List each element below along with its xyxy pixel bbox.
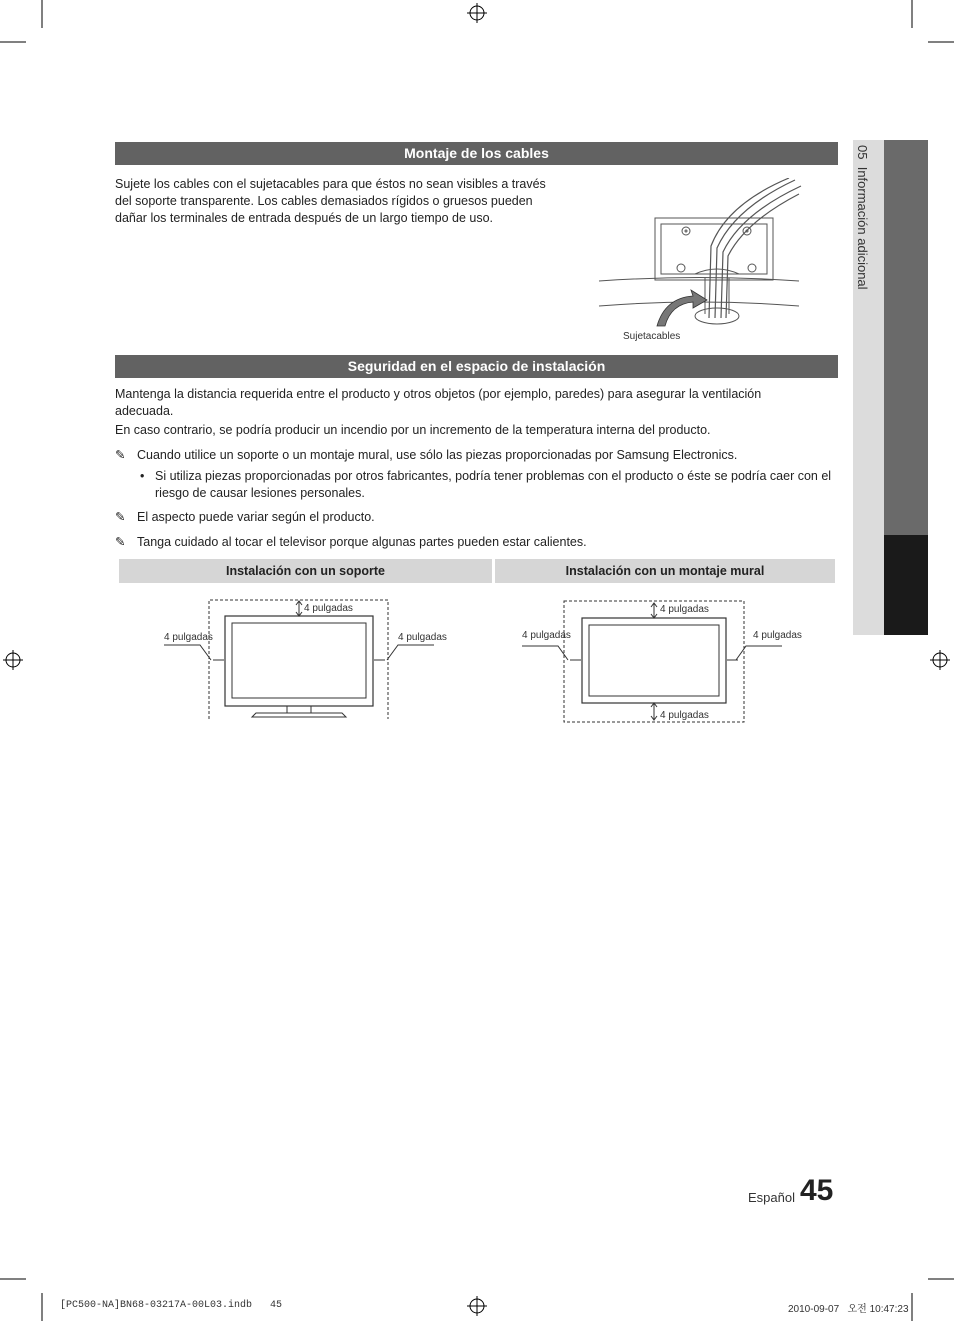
chapter-title: Información adicional xyxy=(855,166,870,290)
page-number: 45 xyxy=(800,1174,834,1207)
table-header-wall-mount: Instalación con un montaje mural xyxy=(495,559,835,583)
safety-paragraph-2: En caso contrario, se podría producir un incendio por un incremento de la temperatura interna del producto. xyxy=(115,423,711,437)
pencil-icon: ✎ xyxy=(115,448,126,462)
note-3 xyxy=(115,534,835,551)
cable-holder-illustration xyxy=(595,178,805,338)
section-header-cables: Montaje de los cables xyxy=(115,142,838,165)
wall-mount-clearance-diagram xyxy=(520,596,820,726)
bullet-icon: • xyxy=(140,469,145,483)
bullet-1 xyxy=(138,468,838,502)
table-header-stand: Instalación con un soporte xyxy=(119,559,492,583)
cables-line-3: dañar los terminales de entrada después de un largo tiempo de uso. xyxy=(115,211,494,225)
stand-left-label: 4 pulgadas xyxy=(164,632,213,643)
side-tab-active xyxy=(884,535,928,635)
note-1 xyxy=(115,447,835,464)
stand-top-label: 4 pulgadas xyxy=(304,603,353,614)
footer-timestamp: 2010-09-07 오전 10:47:23 xyxy=(788,1304,909,1315)
safety-paragraph-1: Mantenga la distancia requerida entre el producto y otros objetos (por ejemplo, paredes) para asegurar la ventilación adecuada. xyxy=(115,387,762,418)
wall-bottom-label: 4 pulgadas xyxy=(660,710,709,721)
side-tab-label xyxy=(855,145,870,290)
wall-top-label: 4 pulgadas xyxy=(660,604,709,615)
pencil-icon: ✎ xyxy=(115,510,126,524)
footer-file-info: [PC500-NA]BN68-03217A-00L03.indb 45 xyxy=(60,1300,283,1311)
note-2 xyxy=(115,509,835,526)
cable-holder-label: Sujetacables xyxy=(623,331,681,342)
cables-paragraph xyxy=(115,176,575,227)
wall-right-label: 4 pulgadas xyxy=(753,630,802,641)
cables-line-1: Sujete los cables con el sujetacables para que éstos no sean visibles a través xyxy=(115,177,546,191)
pencil-icon: ✎ xyxy=(115,535,126,549)
chapter-number: 05 xyxy=(855,145,870,160)
section-header-safety: Seguridad en el espacio de instalación xyxy=(115,355,838,378)
note-2-text: El aspecto puede variar según el producto. xyxy=(137,510,375,524)
footer-language: Español xyxy=(748,1190,795,1205)
stand-right-label: 4 pulgadas xyxy=(398,632,447,643)
note-3-text: Tanga cuidado al tocar el televisor porque algunas partes pueden estar calientes. xyxy=(137,535,587,549)
wall-left-label: 4 pulgadas xyxy=(522,630,571,641)
note-1-text: Cuando utilice un soporte o un montaje mural, use sólo las piezas proporcionadas por Samsung Electronics. xyxy=(137,448,738,462)
stand-clearance-diagram xyxy=(160,596,460,721)
cables-line-2: del soporte transparente. Los cables demasiados rígidos o gruesos pueden xyxy=(115,194,533,208)
bullet-1-text: Si utiliza piezas proporcionadas por otros fabricantes, podría tener problemas con el producto o éste se podría caer con el riesgo de causar lesiones personales. xyxy=(155,469,832,500)
